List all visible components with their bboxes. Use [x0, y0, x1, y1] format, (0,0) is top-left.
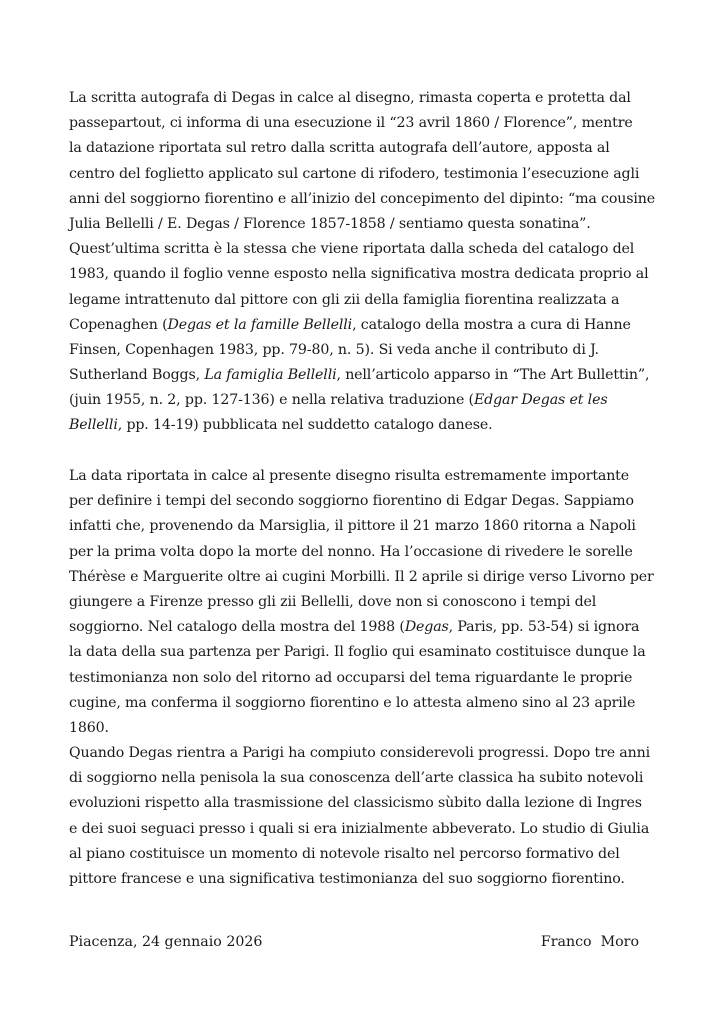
text-line — [69, 313, 659, 338]
text-line — [69, 388, 659, 413]
text-line — [69, 817, 659, 842]
text-run: 1983, quando il foglio venne esposto nella significativa mostra dedicata proprio al — [69, 266, 649, 283]
text-line — [69, 640, 659, 665]
text-run: La scritta autografa di Degas in calce al disegno, rimasta coperta e protetta dal — [69, 90, 631, 106]
text-run: giungere a Firenze presso gli zii Bellelli, dove non si conoscono i tempi del — [69, 593, 597, 610]
text-run: , Paris, pp. 53-54) si ignora — [448, 619, 640, 636]
text-line — [69, 766, 659, 791]
author-name: Franco Moro — [540, 934, 639, 950]
text-run: Sutherland Boggs, — [69, 367, 205, 384]
text-line — [69, 111, 659, 136]
text-line — [69, 187, 659, 212]
italic-title: La famiglia Bellelli — [204, 367, 337, 384]
text-run: la datazione riportata sul retro dalla scritta autografa dell’autore, apposta al — [69, 140, 610, 157]
text-run: Quest’ultima scritta è la stessa che viene riportata dalla scheda del catalogo del — [69, 241, 635, 258]
text-line — [69, 338, 659, 363]
text-line — [69, 514, 659, 539]
text-run: passepartout, ci informa di una esecuzione il “23 avril 1860 / Florence”, mentre — [69, 115, 633, 132]
text-line — [69, 237, 659, 262]
text-run: (juin 1955, n. 2, pp. 127-136) e nella relativa traduzione ( — [69, 392, 474, 409]
text-line — [69, 741, 659, 766]
text-line — [69, 262, 659, 287]
text-run: di soggiorno nella penisola la sua conoscenza dell’arte classica ha subito notevoli — [69, 770, 644, 787]
paragraph-1 — [69, 86, 659, 439]
text-run: Quando Degas rientra a Parigi ha compiuto considerevoli progressi. Dopo tre anni — [69, 745, 650, 762]
text-run: infatti che, provenendo da Marsiglia, il pittore il 21 marzo 1860 ritorna a Napoli — [69, 518, 636, 535]
text-run: anni del soggiorno fiorentino e all’inizio del concepimento del dipinto: “ma cousine — [69, 190, 655, 207]
text-run: 1860. — [69, 719, 109, 736]
text-line — [69, 590, 659, 615]
text-run: , nell’articolo apparso in “The Art Bullettin”, — [336, 367, 650, 384]
text-run: legame intrattenuto dal pittore con gli zii della famiglia fiorentina realizzata a — [69, 291, 620, 308]
text-run: , catalogo della mostra a cura di Hanne — [352, 316, 631, 333]
text-line — [69, 666, 659, 691]
text-run: per definire i tempi del secondo soggiorno fiorentino di Edgar Degas. Sappiamo — [69, 493, 634, 510]
text-line — [69, 615, 659, 640]
text-line — [69, 565, 659, 590]
paragraph-3 — [69, 741, 659, 892]
text-line — [69, 540, 659, 565]
signature-block — [69, 930, 639, 955]
text-line — [69, 464, 659, 489]
text-line — [69, 363, 659, 388]
text-run: e dei suoi seguaci presso i quali si era inizialmente abbeverato. Lo studio di Giulia — [69, 820, 650, 837]
text-run: al piano costituisce un momento di notevole risalto nel percorso formativo del — [69, 845, 620, 862]
italic-title: Bellelli — [69, 417, 118, 434]
text-run: La data riportata in calce al presente disegno risulta estremamente importante — [69, 468, 629, 485]
text-run: la data della sua partenza per Parigi. Il foglio qui esaminato costituisce dunque la — [69, 644, 646, 661]
text-run: Julia Bellelli / E. Degas / Florence 1857-1858 / sentiamo questa sonatina”. — [69, 215, 591, 232]
text-run: pittore francese e una significativa testimonianza del suo soggiorno fiorentino. — [69, 871, 625, 888]
document-body — [69, 86, 659, 892]
text-run: cugine, ma conferma il soggiorno fiorentino e lo attesta almeno sino al 23 aprile — [69, 694, 636, 711]
text-run: per la prima volta dopo la morte del nonno. Ha l’occasione di rivedere le sorelle — [69, 543, 633, 560]
italic-title: Edgar Degas et les — [473, 392, 608, 409]
text-run: centro del foglietto applicato sul cartone di rifodero, testimonia l’esecuzione agli — [69, 165, 640, 182]
text-line — [69, 489, 659, 514]
italic-title: Degas et la famille Bellelli — [167, 316, 353, 333]
text-line — [69, 86, 659, 111]
text-line — [69, 791, 659, 816]
text-line — [69, 842, 659, 867]
text-line — [69, 288, 659, 313]
place-and-date: Piacenza, 24 gennaio 2026 — [69, 934, 263, 950]
text-line — [69, 867, 659, 892]
paragraph-2 — [69, 464, 659, 741]
text-line — [69, 413, 659, 438]
text-line — [69, 691, 659, 716]
paragraph-gap — [69, 439, 659, 464]
text-run: Copenaghen ( — [69, 316, 168, 333]
text-line — [69, 136, 659, 161]
text-run: , pp. 14-19) pubblicata nel suddetto catalogo danese. — [117, 417, 493, 434]
text-run: Finsen, Copenhagen 1983, pp. 79-80, n. 5). Si veda anche il contributo di J. — [69, 341, 599, 358]
text-line — [69, 212, 659, 237]
text-run: Thérèse e Marguerite oltre ai cugini Morbilli. Il 2 aprile si dirige verso Livorno per — [69, 568, 654, 585]
text-run: soggiorno. Nel catalogo della mostra del 1988 ( — [69, 619, 405, 636]
text-line — [69, 716, 659, 741]
text-run: testimonianza non solo del ritorno ad occuparsi del tema riguardante le proprie — [69, 669, 633, 686]
text-line — [69, 162, 659, 187]
text-run: evoluzioni rispetto alla trasmissione del classicismo sùbito dalla lezione di Ingres — [69, 795, 642, 812]
italic-title: Degas — [404, 619, 449, 636]
